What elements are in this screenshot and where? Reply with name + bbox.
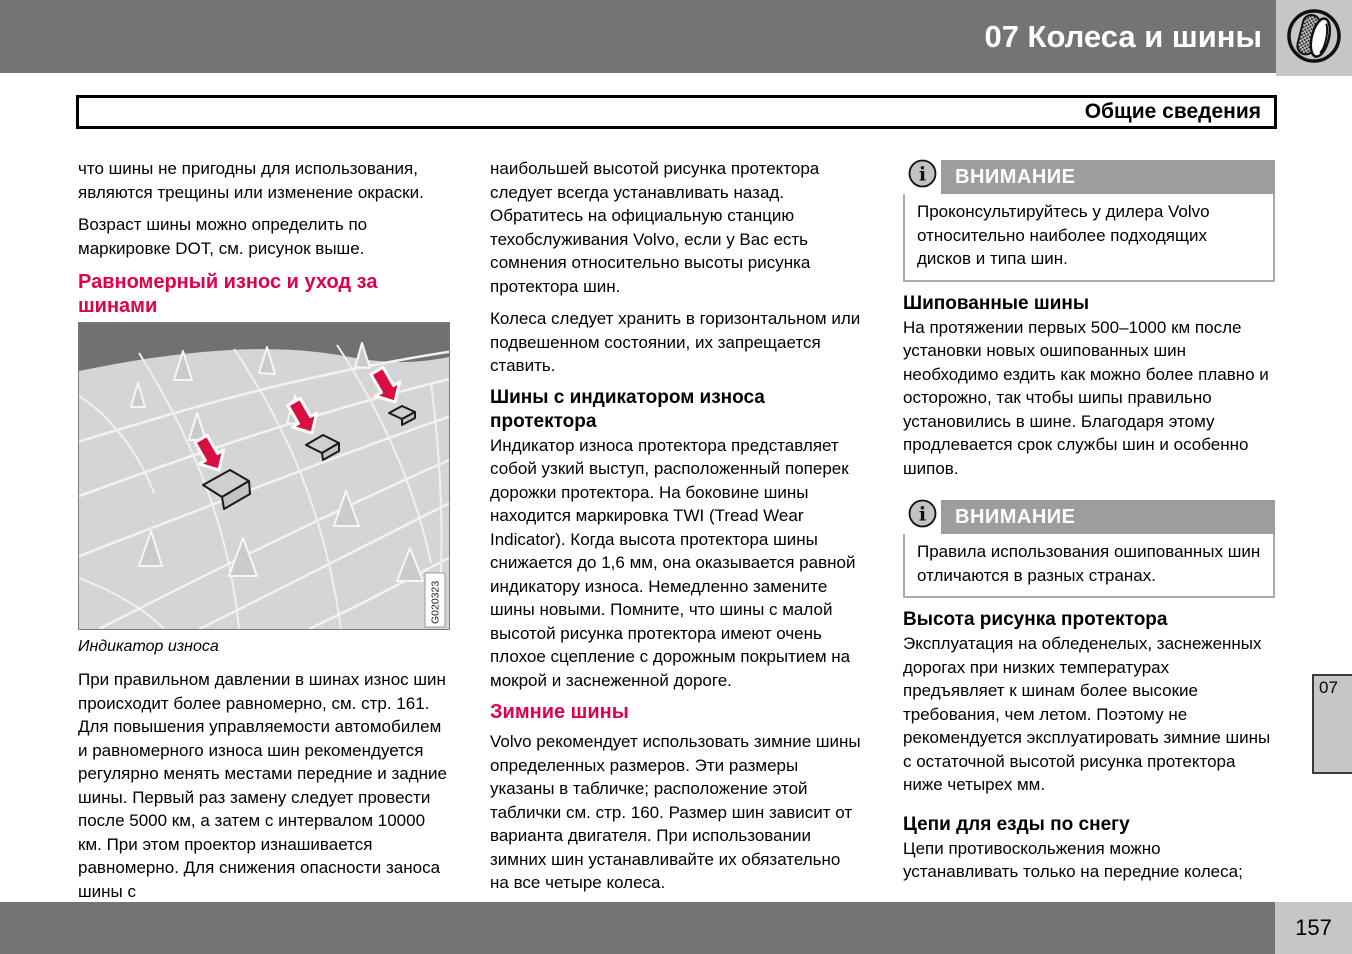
right-column — [903, 148, 1275, 892]
chapter-header-bar — [0, 0, 1276, 73]
heading-tread-height: Высота рисунка протектора — [903, 609, 1168, 630]
heading-studded-tires: Шипованные шины — [903, 292, 1090, 314]
chapter-side-tab: 07 — [1312, 674, 1352, 774]
caution-label: ВНИМАНИЕ — [955, 506, 1076, 528]
tire-icon — [1286, 8, 1342, 69]
paragraph: Возраст шины можно определить по маркировке DOT, см. рисунок выше. — [78, 215, 368, 258]
paragraph: На протяжении первых 500–1000 км после установки новых ошипованных шин необходимо ездить как можно более плавно и осторожно, так чтобы шипы правильно установились в шине. Благодаря этому продлевается срок службы шин и особенно шипов. — [903, 317, 1269, 478]
caution-icon-cell — [903, 160, 941, 194]
info-icon — [908, 499, 937, 535]
caution-text: Проконсультируйтесь у дилера Volvo относительно наиболее подходящих дисков и типа шин. — [903, 194, 1275, 282]
page-section-box — [76, 95, 1277, 129]
paragraph: При правильном давлении в шинах износ шин происходит более равномерно, см. стр. 161. Для повышения управляемости автомобилем и равномерного износа шин рекомендуется регулярно менять местами передние и задние шины. Первый раз замену следует провести после 5000 км, а затем с интервалом 10000 км. При этом проектор изнашивается равномерно. Для снижения опасности заноса шины с — [78, 670, 447, 901]
page-section-title: Общие сведения — [1084, 100, 1261, 123]
paragraph: что шины не пригодны для использования, являются трещины или изменение окраски. — [78, 159, 424, 202]
left-column — [78, 148, 450, 911]
chapter-icon-box — [1276, 0, 1352, 76]
svg-text:i: i — [918, 163, 926, 186]
svg-text:i: i — [918, 503, 926, 526]
section-heading-even-wear: Равномерный износ и уход за шинами — [78, 271, 378, 317]
chapter-title: 07 Колеса и шины — [984, 19, 1262, 54]
caution-label: ВНИМАНИЕ — [955, 166, 1076, 188]
paragraph: Цепи противоскольжения можно устанавливать только на передние колеса; — [903, 838, 1243, 881]
info-icon — [908, 159, 937, 195]
caution-header — [903, 160, 1275, 194]
heading-snow-chains: Цепи для езды по снегу — [903, 813, 1130, 835]
tire-tread-illustration — [78, 322, 450, 630]
page-number: 157 — [1275, 902, 1352, 954]
paragraph: Эксплуатация на обледенелых, заснеженных дорогах при низких температурах предъявляет к шинам более высокие требования, чем летом. Поэтому не рекомендуется эксплуатировать зимние шины с остаточной высотой рисунка протектора ниже четырех мм. — [903, 634, 1271, 794]
caution-text: Правила использования ошипованных шин отличаются в разных странах. — [903, 534, 1275, 598]
paragraph: Индикатор износа протектора представляет собой узкий выступ, расположенный поперек дорожки протектора. На боковине шины находится маркировка TWI (Tread Wear Indicator). Когда высота протектора шины снижается до 1,6 мм, она оказывается равной индикатору износа. Немедленно замените шины новыми. Помните, что шины с малой высотой рисунка протектора имеют очень плохое сцепление с дорожным покрытием на мокрой и заснеженной дороге. — [490, 435, 856, 690]
figure-caption: Индикатор износа — [78, 638, 219, 655]
caution-box-2 — [903, 500, 1275, 598]
figure-code: G020323 — [429, 580, 442, 624]
section-heading-winter-tires: Зимние шины — [490, 701, 629, 723]
paragraph: Volvo рекомендует использовать зимние шины определенных размеров. Эти размеры указаны в табличке; расположение этой таблички см. стр. 160. Размер шин зависит от варианта двигателя. При использовании зимних шин устанавливайте их обязательно на все четыре колеса. — [490, 732, 861, 892]
heading-tread-wear-indicator: Шины с индикатором износа протектора — [490, 386, 765, 432]
footer-bar — [0, 902, 1275, 954]
caution-header — [903, 500, 1275, 534]
caution-box-1 — [903, 160, 1275, 282]
caution-icon-cell — [903, 500, 941, 534]
middle-column — [490, 148, 862, 903]
paragraph: наибольшей высотой рисунка протектора следует всегда устанавливать назад. Обратитесь на официальную станцию техобслуживания Volvo, если у Вас есть сомнения относительно высоты рисунка протектора шин. — [490, 159, 820, 296]
tread-wear-figure — [78, 322, 450, 658]
paragraph: Колеса следует хранить в горизонтальном или подвешенном состоянии, их запрещается ставить. — [490, 309, 861, 375]
